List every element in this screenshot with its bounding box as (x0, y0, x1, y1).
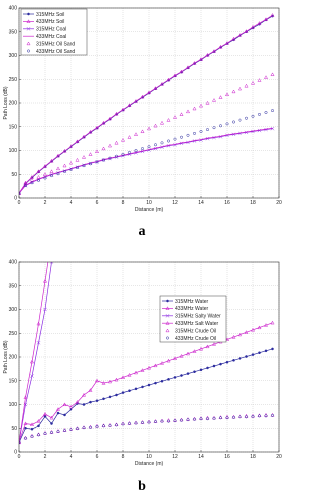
x-tick-label: 4 (69, 454, 73, 460)
data-point (200, 369, 202, 371)
x-tick-label: 16 (224, 200, 230, 206)
data-point (161, 380, 163, 382)
x-tick-label: 2 (43, 454, 47, 460)
x-tick-label: 0 (17, 200, 21, 206)
legend-label: 433MHz Oil Sand (36, 48, 76, 55)
legend-label: 315MHz Crude Oil (175, 328, 217, 335)
data-point (135, 388, 137, 390)
data-point (148, 384, 150, 386)
legend-label: 315MHz Water (175, 298, 209, 305)
chart-panel-a (3, 6, 282, 239)
y-tick-label: 0 (14, 449, 17, 456)
legend (160, 296, 226, 342)
y-tick-label: 150 (8, 124, 17, 131)
data-point (115, 394, 117, 396)
y-tick-label: 300 (8, 307, 17, 314)
data-point (50, 237, 53, 240)
x-tick-label: 4 (69, 200, 73, 206)
x-tick-label: 8 (121, 454, 125, 460)
y-tick-label: 300 (8, 53, 17, 60)
x-tick-label: 0 (17, 454, 21, 460)
data-point (265, 350, 267, 352)
data-point (122, 392, 124, 394)
x-tick-label: 18 (250, 200, 256, 206)
y-tick-label: 250 (8, 76, 17, 83)
data-point (271, 348, 273, 350)
y-tick-label: 350 (8, 283, 17, 290)
data-point (226, 361, 228, 363)
data-point (167, 378, 169, 380)
data-point (187, 373, 189, 375)
data-point (70, 408, 72, 410)
data-point (102, 398, 104, 400)
x-axis-label: Distance (m) (134, 461, 164, 467)
x-tick-label: 14 (198, 454, 204, 460)
data-point (63, 414, 65, 416)
data-point (180, 374, 182, 376)
legend-label: 315MHz Oil Sand (36, 41, 76, 48)
legend-label: 433MHz Salt Water (175, 321, 219, 327)
legend-label: 315MHz Soil (36, 11, 65, 18)
data-point (128, 390, 130, 392)
x-tick-label: 14 (198, 200, 204, 206)
data-point (50, 422, 52, 424)
data-point (31, 428, 33, 430)
data-point (37, 425, 39, 427)
x-tick-label: 18 (250, 454, 256, 460)
y-axis-label: Path Loss (dB) (3, 340, 9, 374)
data-point (213, 365, 215, 367)
data-point (154, 382, 156, 384)
data-point (96, 400, 98, 402)
legend-label: 433MHz Coal (36, 34, 67, 40)
data-point (174, 376, 176, 378)
x-tick-label: 10 (146, 200, 152, 206)
legend-label: 433MHz Soil (36, 19, 65, 26)
data-point (24, 427, 26, 429)
legend-label: 315MHz Salty Water (175, 313, 221, 320)
data-point (206, 367, 208, 369)
data-point (258, 352, 260, 354)
x-tick-label: 12 (172, 200, 178, 206)
x-tick-label: 12 (172, 454, 178, 460)
data-point (193, 371, 195, 373)
data-point (57, 412, 59, 414)
legend-marker (166, 300, 168, 302)
x-tick-label: 2 (43, 200, 47, 206)
data-point (109, 396, 111, 398)
x-tick-label: 6 (95, 200, 99, 206)
x-tick-label: 10 (146, 454, 152, 460)
legend-label: 433MHz Water (175, 306, 209, 313)
data-point (239, 357, 241, 359)
legend-label: 315MHz Coal (36, 26, 67, 33)
y-tick-label: 100 (8, 402, 17, 409)
y-axis-label: Path Loss (dB) (3, 86, 9, 120)
x-tick-label: 6 (95, 454, 99, 460)
x-tick-label: 20 (276, 454, 282, 460)
data-point (232, 359, 234, 361)
data-point (252, 354, 254, 356)
y-tick-label: 0 (14, 195, 17, 202)
y-tick-label: 200 (8, 100, 17, 107)
x-tick-label: 16 (224, 454, 230, 460)
y-tick-label: 400 (8, 259, 17, 266)
legend-label: 433MHz Crude Oil (175, 335, 217, 342)
data-point (44, 415, 46, 417)
y-tick-label: 100 (8, 148, 17, 155)
data-point (245, 355, 247, 357)
x-tick-label: 20 (276, 200, 282, 206)
y-tick-label: 50 (11, 425, 17, 432)
data-point (83, 403, 85, 405)
y-tick-label: 150 (8, 378, 17, 385)
data-point (89, 401, 91, 403)
panel-caption: b (138, 479, 146, 494)
x-tick-label: 8 (121, 200, 125, 206)
panel-caption: a (138, 224, 146, 239)
legend-marker (27, 13, 29, 15)
x-axis-label: Distance (m) (134, 207, 164, 213)
data-point (141, 386, 143, 388)
data-point (219, 363, 221, 365)
y-tick-label: 400 (8, 5, 17, 12)
y-tick-label: 350 (8, 29, 17, 36)
y-tick-label: 250 (8, 330, 17, 337)
legend (21, 9, 87, 55)
y-tick-label: 50 (11, 171, 17, 178)
chart-panel-b (3, 237, 282, 494)
y-tick-label: 200 (8, 354, 17, 361)
